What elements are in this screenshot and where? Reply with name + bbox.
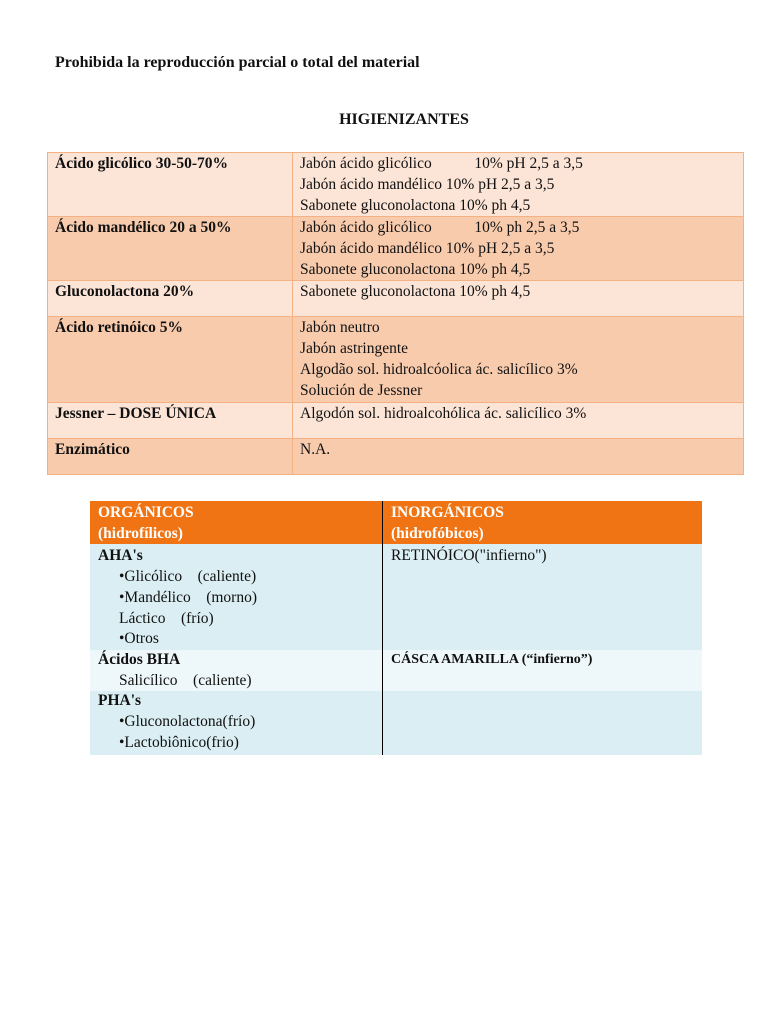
- table-row: [48, 281, 744, 317]
- table-row: [48, 153, 744, 217]
- cleanser-item: Sabonete gluconolactona 10% ph 4,5: [300, 261, 531, 278]
- pha-title: PHA's: [98, 692, 142, 710]
- acid-label: Jessner – DOSE ÚNICA: [48, 403, 293, 439]
- inorganic-header-title: INORGÁNICOS: [391, 504, 504, 521]
- cleanser-item: Algodão sol. hidroalcóolica ác. salicílico 3%: [300, 361, 578, 378]
- list-item: •Mandélico (morno): [119, 588, 258, 606]
- acid-label: Ácido mandélico 20 a 50%: [48, 217, 293, 281]
- table-header-row: [90, 501, 702, 544]
- organic-header-subtitle: (hidrofílicos): [98, 524, 183, 542]
- aha-title: AHA's: [98, 547, 143, 565]
- list-item: •Otros: [119, 630, 159, 648]
- bha-group: [90, 650, 383, 691]
- acid-label: Ácido retinóico 5%: [48, 317, 293, 403]
- casca-cell: [383, 650, 703, 691]
- copyright-notice: Prohibida la reproducción parcial o total del material: [55, 54, 420, 71]
- cleanser-item: Sabonete gluconolactona 10% ph 4,5: [300, 197, 531, 214]
- acid-label: Ácido glicólico 30-50-70%: [48, 153, 293, 217]
- cleanser-list: [293, 317, 744, 403]
- cleanser-item: Solución de Jessner: [300, 382, 423, 399]
- list-item: •Gluconolactona(frío): [119, 713, 256, 731]
- cleanser-item: Jabón ácido mandélico 10% pH 2,5 a 3,5: [300, 240, 555, 257]
- cleanser-item: Jabón ácido mandélico 10% pH 2,5 a 3,5: [300, 176, 555, 193]
- higienizantes-table: [47, 152, 744, 475]
- cleanser-list: [293, 281, 744, 317]
- table-row: [48, 403, 744, 439]
- cleanser-item: N.A.: [300, 441, 331, 458]
- list-item: •Glicólico (caliente): [119, 568, 257, 586]
- retinoico-text: RETINÓICO("infierno"): [391, 547, 547, 565]
- aha-group: [90, 544, 383, 650]
- casca-amarilla-text: CÁSCA AMARILLA (“infierno”): [391, 651, 593, 667]
- cleanser-item: Jabón ácido glicólico 10% pH 2,5 a 3,5: [300, 155, 583, 172]
- table-row: [90, 544, 702, 650]
- cleanser-item: Jabón ácido glicólico 10% ph 2,5 a 3,5: [300, 219, 580, 236]
- table-row: [90, 691, 702, 755]
- cleanser-list: [293, 403, 744, 439]
- list-item: Láctico (frío): [119, 609, 214, 627]
- table-row: [48, 439, 744, 475]
- table-row: [48, 317, 744, 403]
- cleanser-item: Jabón astringente: [300, 340, 409, 357]
- acid-label: Enzimático: [48, 439, 293, 475]
- page-title: HIGIENIZANTES: [339, 111, 469, 128]
- organic-header: [90, 501, 383, 544]
- acid-classification-table: [90, 501, 702, 755]
- inorganic-header: [383, 501, 703, 544]
- table-row: [90, 650, 702, 691]
- cleanser-item: Sabonete gluconolactona 10% ph 4,5: [300, 283, 531, 300]
- bha-title: Ácidos BHA: [98, 650, 181, 668]
- pha-group: [90, 691, 383, 755]
- list-item: Salicílico (caliente): [119, 671, 252, 689]
- retinoico-cell: [383, 544, 703, 650]
- cleanser-list: [293, 439, 744, 475]
- empty-cell: [383, 691, 703, 755]
- acid-label: Gluconolactona 20%: [48, 281, 293, 317]
- list-item: •Lactobiônico(frio): [119, 733, 239, 751]
- organic-header-title: ORGÁNICOS: [98, 504, 194, 521]
- cleanser-list: [293, 153, 744, 217]
- table-row: [48, 217, 744, 281]
- inorganic-header-subtitle: (hidrofóbicos): [391, 524, 484, 542]
- cleanser-item: Jabón neutro: [300, 319, 380, 336]
- cleanser-list: [293, 217, 744, 281]
- cleanser-item: Algodón sol. hidroalcohólica ác. salicílico 3%: [300, 405, 587, 422]
